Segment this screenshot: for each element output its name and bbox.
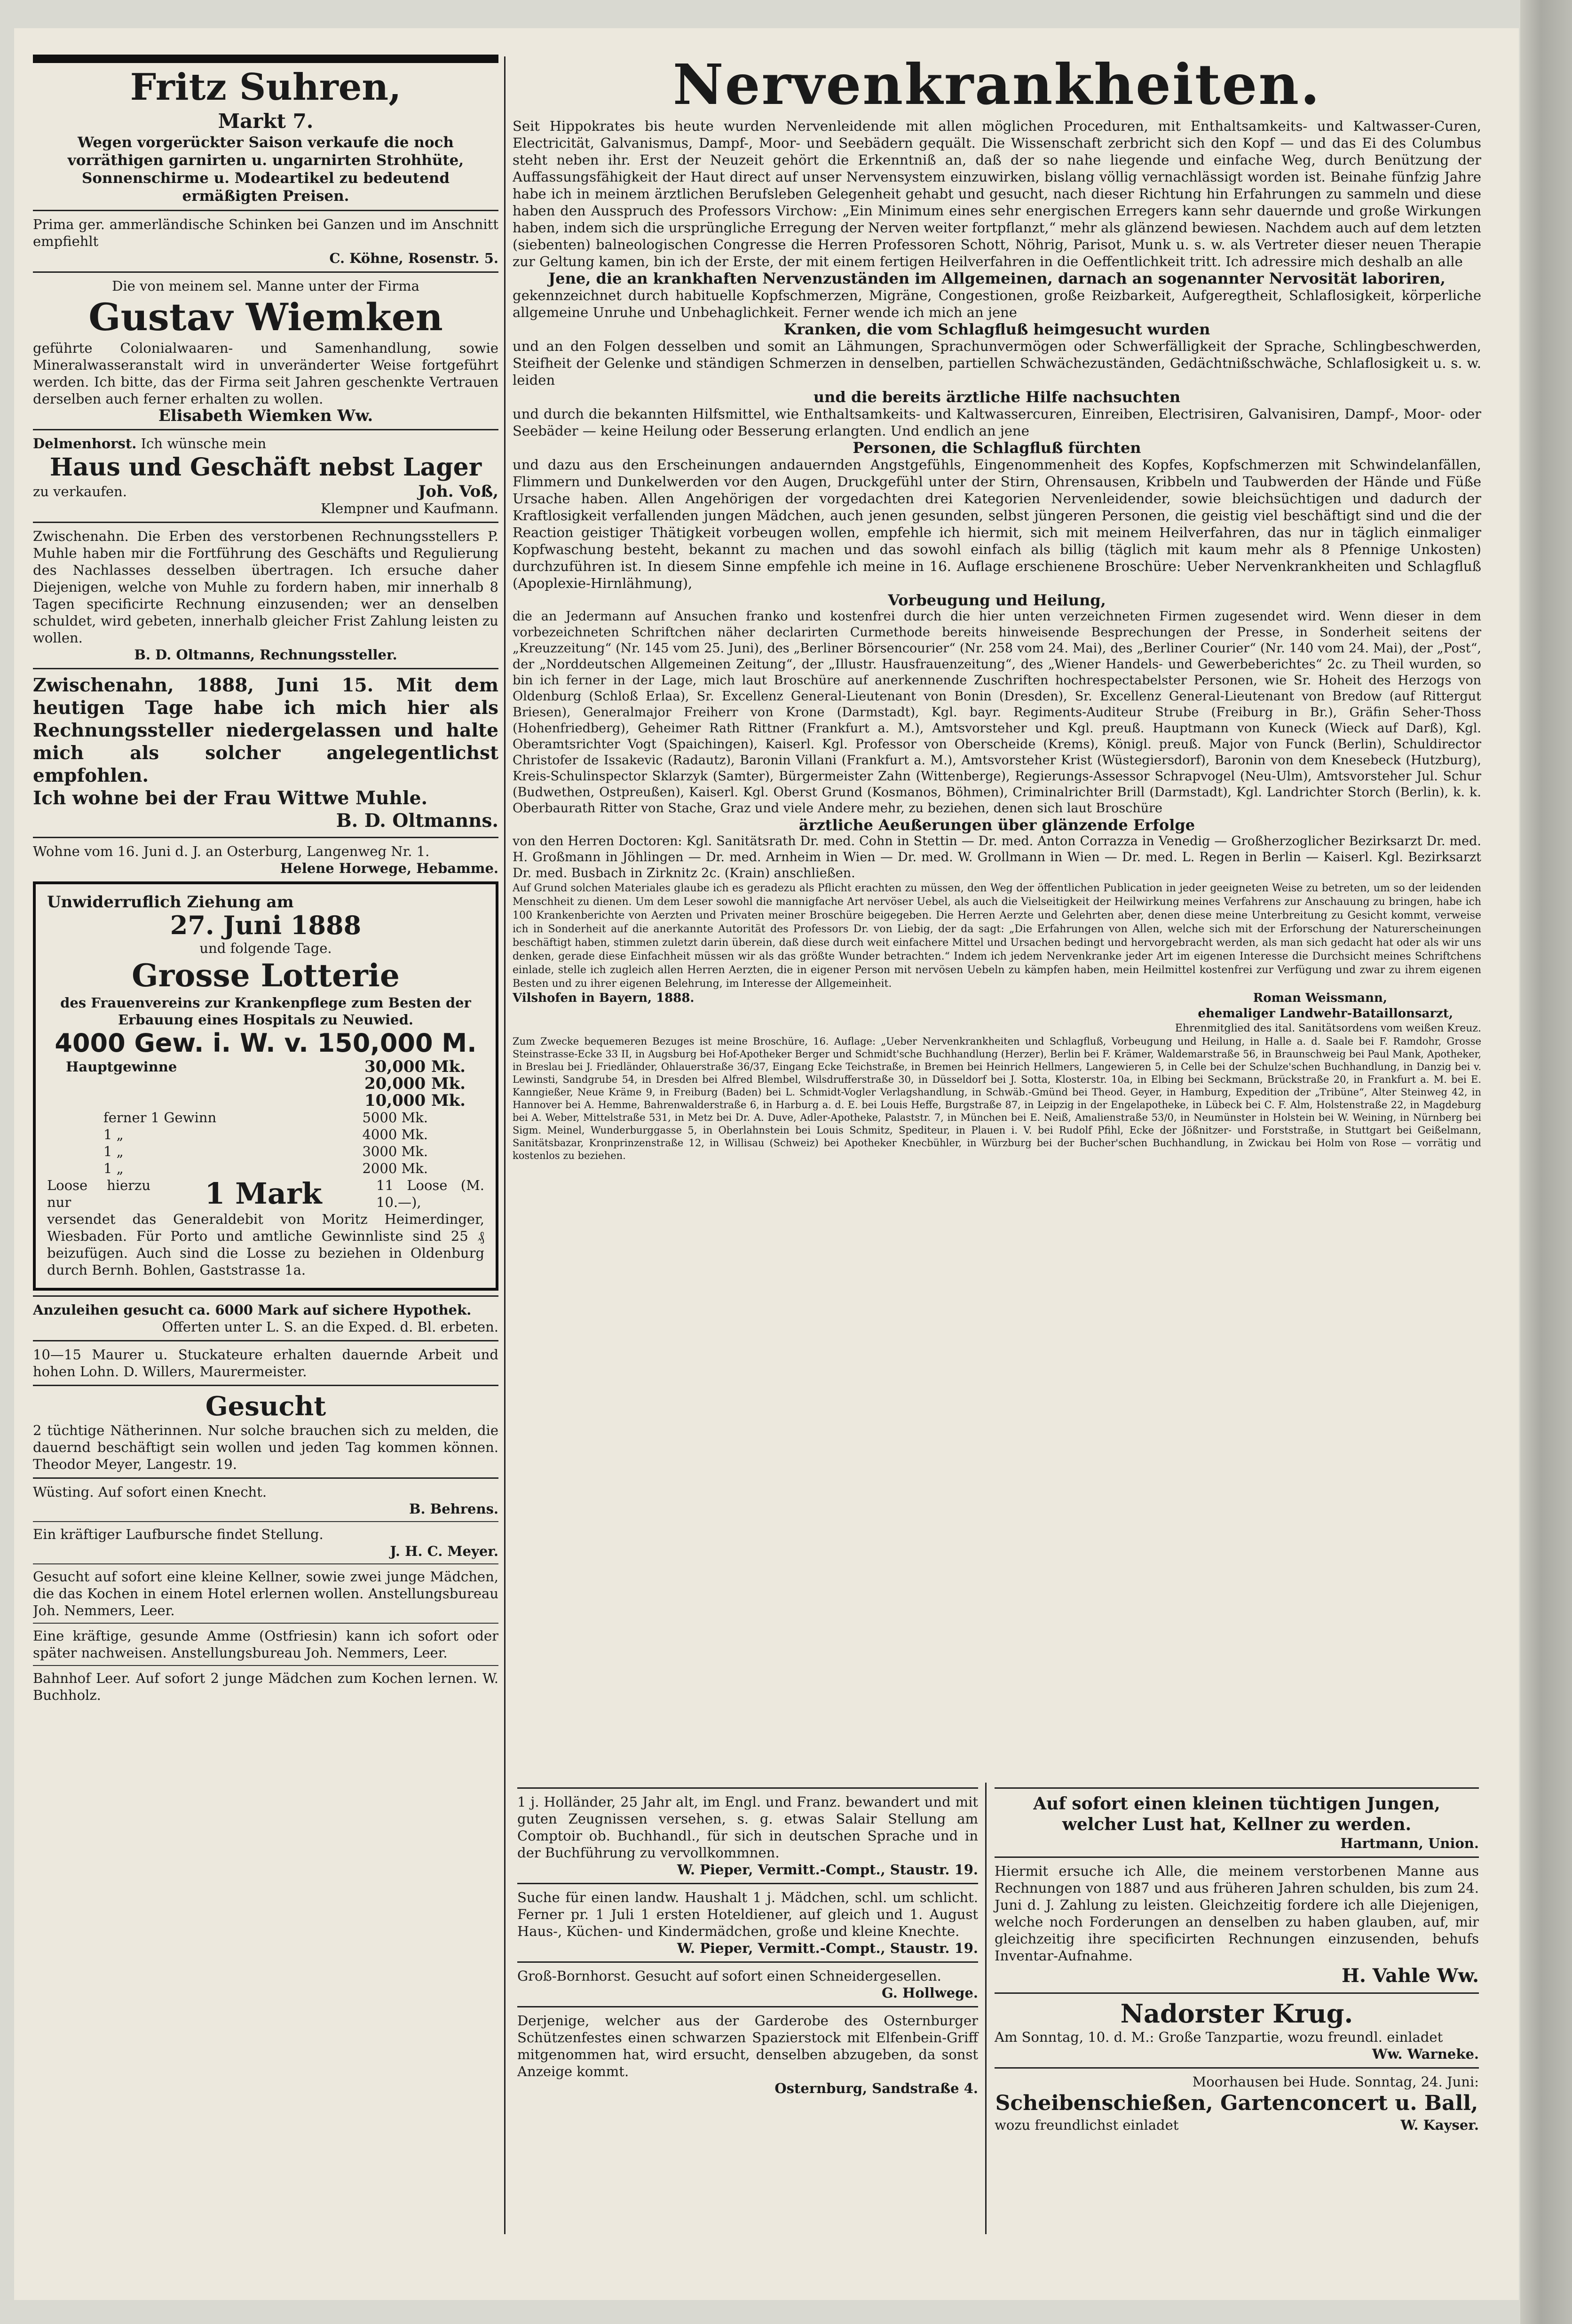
anleihe-sub: Offerten unter L. S. an die Exped. d. Bl. erbeten. bbox=[162, 1319, 498, 1335]
ad-schinken bbox=[33, 216, 498, 267]
nerven-sign-name: Roman Weissmann, bbox=[1253, 991, 1387, 1005]
prize-label: 1 „ bbox=[103, 1126, 124, 1142]
nerven-para-c: und durch die bekannten Hilfsmittel, wie Enthaltsamkeits- und Kaltwassercuren, Einreiben, Electrisiren, Galvanisiren, Dampf-, Moor- oder Seebäder — keine Heilung oder Besserung erlangten. Und endlich an jene bbox=[513, 406, 1481, 439]
ad-rule bbox=[33, 668, 498, 669]
ad-rule bbox=[517, 2006, 978, 2007]
ad-rule bbox=[33, 429, 498, 430]
lotterie-price-post: 11 Loose (M. 10.—), bbox=[376, 1177, 484, 1210]
wiemken-intro: Die von meinem sel. Manne unter der Firma bbox=[112, 278, 419, 294]
schinken-text: Prima ger. ammerländische Schinken bei Ganzen und im Anschnitt empfiehlt bbox=[33, 216, 498, 249]
hebamme-text: Wohne vom 16. Juni d. J. an Osterburg, Langenweg Nr. 1. bbox=[33, 843, 430, 859]
ad-rule bbox=[33, 1340, 498, 1341]
nerven-heading-d: Personen, die Schlagfluß fürchten bbox=[853, 439, 1141, 457]
muhle1-sign: B. D. Oltmanns, Rechnungssteller. bbox=[134, 647, 397, 663]
ad-rule bbox=[995, 2067, 1479, 2069]
nerven-para-e: die an Jedermann auf Ansuchen franko und kostenfrei durch die hier unten verzeichneten Firmen zugesendet wird. Wenn dieser in dem vorbezeichneten Schriftchen näher declarirten Curmethode bereits hinweisende Besprechungen der Presse, in Sonderheit seitens der „Kreuzzeitung“ (Nr. 145 vom 25. Juni), des „Berliner Börsencourier“ (Nr. 258 vom 24. Mai), des „Berliner Courier“ (Nr. 140 vom 24. Mai), der „Post“, der „Norddeutschen Allgemeinen Zeitung“, der „Illustr. Hausfrauenzeitung“, des „Wiener Handels- und Gewerbeberichtes“ 2c. zu Theil wurden, so bin ich ferner in der Lage, mich laut Broschüre auf anerkennende Zuschriften hochrespectabelster Personen, wie Sr. Hoheit des Herzogs von Oldenburg (Schloß Erlaa), Sr. Excellenz General-Lieutenant von Bonin (Dresden), Sr. Excellenz General-Lieutenant von Bredow (auf Rittergut Briesen), Generalmajor Freiherr von Krone (Darmstadt), Kgl. bayr. Regiments-Auditeur Strube (Freiburg in Br.), Gräfin Seher-Thoss (Hohenfriedberg), Geheimer Rath Rittner (Frankfurt a. M.), Amtsvorsteher und Kgl. preuß. Hauptmann von Kuneck (Wieck auf Darß), Kgl. Oberamtsrichter Vogt (Spaichingen), Kaiserl. Kgl. Professor von Oberscheide (Krems), Königl. preuß. Major von Funck (Berlin), Schuldirector Christofer de Issakevic (Radautz), Baronin Villani (Frankfurt a. M.), Amtsvorsteher Krist (Wüstegiersdorf), Baronin von dem Knesebeck (Hutzburg), Kreis-Schulinspector Sklarzyk (Samter), Bürgermeister Zahn (Wittenberge), Regierungs-Assessor Schrapvogel (Neu-Ulm), Amtsvorsteher Jul. Schur (Budwethen, Ostpreußen), Kaiserl. Kgl. Oberst Grund (Kosmanos, Böhmen), Criminalrichter Brill (Darmstadt), Kgl. Landrichter Storch (Berlin), k. k. Oberbaurath Ritter von Stache, Graz und viele Andere mehr, zu beziehen, denen sich laut Broschüre bbox=[513, 609, 1481, 816]
ad-anleihe bbox=[33, 1301, 498, 1335]
suhren-name: Fritz Suhren, bbox=[130, 66, 402, 109]
nadorst-title: Nadorster Krug. bbox=[1120, 1999, 1353, 2029]
prize-label: 1 „ bbox=[103, 1160, 124, 1176]
ad-rule bbox=[33, 1295, 498, 1297]
moor-title: Scheibenschießen, Gartenconcert u. Ball, bbox=[995, 2091, 1478, 2115]
ad-rule bbox=[33, 522, 498, 523]
knecht-sign: B. Behrens. bbox=[409, 1501, 498, 1517]
ad-laufbursche bbox=[33, 1526, 498, 1560]
voss-role: Klempner und Kaufmann. bbox=[321, 500, 498, 516]
vahle-sign: H. Vahle Ww. bbox=[1342, 1965, 1479, 1987]
prize-label: ferner 1 Gewinn bbox=[103, 1110, 217, 1126]
ad-amme: Eine kräftige, gesunde Amme (Ostfriesin) kann ich sofort oder später nachweisen. Anstellungsbureau Joh. Nemmers, Leer. bbox=[33, 1628, 498, 1661]
ad-garderobe: Derjenige, welcher aus der Garderobe des Osternburger Schützenfestes einen schwarzen Spazierstock mit Elfenbein-Griff mitgenommen hat, wird ersucht, denselben abzugeben, da sonst Anzeige kommt. bbox=[517, 2013, 978, 2079]
ad-rule bbox=[33, 1477, 498, 1479]
ad-hollaender: 1 j. Holländer, 25 Jahr alt, im Engl. und Franz. bewandert und mit guten Zeugnissen versehen, s. g. etwas Salair Stellung am Comptoir ob. Buchhandl., für sich in deutschen Sprache und in der Buchführung zu vervollkommnen. bbox=[517, 1794, 978, 1861]
ad-rule bbox=[33, 55, 498, 63]
ad-knecht bbox=[33, 1483, 498, 1517]
nerven-sign-title: ehemaliger Landwehr-Bataillonsarzt, bbox=[1198, 1007, 1453, 1021]
bottom-right-ads bbox=[995, 1783, 1479, 2134]
gesucht-text: 2 tüchtige Nätherinnen. Nur solche brauchen sich zu melden, die dauernd beschäftigt sein wollen und jeden Tag kommen können. Theodor Meyer, Langestr. 19. bbox=[33, 1422, 498, 1472]
lotterie-date: 27. Juni 1888 bbox=[170, 910, 362, 940]
ad-rule bbox=[33, 271, 498, 273]
voss-sign: Joh. Voß, bbox=[418, 482, 498, 501]
lotterie-further-row bbox=[103, 1109, 428, 1126]
laufbursche-sign: J. H. C. Meyer. bbox=[390, 1543, 498, 1559]
ad-rule bbox=[33, 210, 498, 211]
muhle1-text: Zwischenahn. Die Erben des verstorbenen Rechnungsstellers P. Muhle haben mir die Fortführung des Geschäfts und Regulierung des Nachlasses desselben übertragen. Ich ersuche daher Diejenigen, welche von Muhle zu fordern haben, mir innerhalb 8 Tagen specificirte Rechnung einzusenden; wer an denselben schuldet, wird gebeten, innerhalb gleicher Frist Zahlung leisten zu wollen. bbox=[33, 528, 498, 646]
voss-headline: Haus und Geschäft nebst Lager bbox=[49, 453, 482, 482]
voss-intro: Ich wünsche mein bbox=[141, 436, 267, 452]
ad-kellner: Gesucht auf sofort eine kleine Kellner, sowie zwei junge Mädchen, die das Kochen in einem Hotel erlernen wollen. Anstellungsbureau Joh. Nemmers, Leer. bbox=[33, 1569, 498, 1618]
suhren-text: Wegen vorgerückter Saison verkaufe die noch vorräthigen garnirten u. ungarnirten Strohhüte, Sonnenschirme u. Modeartikel zu bedeutend ermäßigten Preisen. bbox=[67, 134, 464, 205]
ad-schneider: Groß-Bornhorst. Gesucht auf sofort einen Schneidergesellen. bbox=[517, 1968, 941, 1984]
muhle2-sign: B. D. Oltmanns. bbox=[336, 810, 498, 832]
lotterie-price: 1 Mark bbox=[205, 1176, 322, 1211]
lotterie-text: versendet das Generaldebit von Moritz Heimerdinger, Wiesbaden. Für Porto und amtliche Gewinnliste sind 25 ₰ beizufügen. Auch sind die Losse zu beziehen in Oldenburg durch Bernh. Bohlen, Gaststrasse 1a. bbox=[47, 1211, 484, 1278]
moor-text: wozu freundlichst einladet bbox=[995, 2117, 1179, 2133]
ad-maurer: 10—15 Maurer u. Stuckateure erhalten dauernde Arbeit und hohen Lohn. D. Willers, Maurermeister. bbox=[33, 1347, 498, 1380]
lotterie-further-row bbox=[103, 1126, 428, 1143]
ad-nadorst: Am Sonntag, 10. d. M.: Große Tanzpartie, wozu freundl. einladet bbox=[995, 2029, 1443, 2045]
ad-rule bbox=[33, 1665, 498, 1666]
wiemken-sign: Elisabeth Wiemken Ww. bbox=[158, 406, 373, 425]
nerven-heading-a: Jene, die an krankhaften Nervenzuständen im Allgemeinen, darnach an sogenannter Nervosität laboriren, bbox=[548, 270, 1446, 287]
garderobe-sign: Osternburg, Sandstraße 4. bbox=[774, 2080, 978, 2096]
ad-haushalt: Suche für einen landw. Haushalt 1 j. Mädchen, schl. um schlicht. Ferner pr. 1 Juli 1 ersten Hoteldiener, auf gleich und 1. August Haus-, Küchen- und Kindermädchen, große und kleine Knechte. bbox=[517, 1889, 978, 1939]
ad-suhren bbox=[33, 66, 498, 205]
lotterie-main-prize: 10,000 Mk. bbox=[364, 1091, 466, 1110]
prize-label: 1 „ bbox=[103, 1143, 124, 1159]
muhle2-text: Zwischenahn, 1888, Juni 15. Mit dem heutigen Tage habe ich mich hier als Rechnungssteller niedergelassen und halte mich als solcher angelegentlichst empfohlen. bbox=[33, 674, 498, 786]
bottom-middle-ads bbox=[517, 1783, 978, 2097]
lotterie-line2: und folgende Tage. bbox=[199, 940, 332, 956]
wiemken-text: geführte Colonialwaaren- und Samenhandlung, sowie Mineralwasseranstalt wird in unveränderter Weise fortgeführt werden. Ich bitte, das der Firma seit Jahren geschenkte Vertrauen derselben auch ferner erhalten zu wollen. bbox=[33, 340, 498, 407]
ad-rule bbox=[33, 1623, 498, 1624]
prize-value: 5000 Mk. bbox=[362, 1110, 428, 1126]
ad-wiemken bbox=[33, 278, 498, 424]
schinken-sign: C. Köhne, Rosenstr. 5. bbox=[329, 250, 498, 266]
ad-rule bbox=[33, 1385, 498, 1386]
nerven-para-h: Zum Zwecke bequemeren Bezuges ist meine Broschüre, 16. Auflage: „Ueber Nervenkrankheiten und Schlagfluß, Vorbeugung und Heilung, in Halle a. d. Saale bei F. Ramdohr, Grosse Steinstrasse-Ecke 33 II, in Augsburg bei Hof-Apotheker Berger und Schmidt'sche Buchhandlung (Herzer), Berlin bei F. Krämer, Waldemarstraße 56, in Braunschweig bei Paul Mank, Apotheker, in Breslau bei J. Friedländer, Ohlauerstraße 36/37, Eingang Ecke Teichstraße, in Bremen bei Heinrich Hellmers, Langewieren 5, in Celle bei der Schulze'schen Buchhandlung, in Danzig bei v. Lewinsti, Sandgrube 54, in Dresden bei Alfred Blembel, Wilsdrufferstraße 30, in Düsseldorf bei J. Sotta, Klosterstr. 10a, in Elbing bei Seckmann, Brückstraße 20, in Frankfurt a. M. bei E. Kanngießer, Neue Kräme 9, in Freiburg (Baden) bei L. Schmidt-Vogler Verlagshandlung, in Schwäb.-Gmünd bei Theod. Geyer, in Hamburg, Expedition der „Tribüne“, Alter Steinweg 42, in Hannover bei A. Hemme, Bahrenwalderstraße 6, in Harburg a. d. E. bei Louis Heffe, Burgstraße 87, in Leipzig in der Engelapotheke, in Lübeck bei C. F. Alm, Holstenstraße 22, in Magdeburg bei A. Weber, Mittelstraße 531, in Metz bei Dr. A. Duve, Adler-Apotheke, Palaststr. 7, in München bei E. Neiß, Amalienstraße 53/0, in Neumünster in Holstein bei W. Weining, in Nürnberg bei Sigm. Meinel, Wunderburggasse 5, in Oberlahnstein bei Louis Schmitz, Spediteur, in Plauen i. V. bei Rudolf Pfihl, Ecke der Jößnitzer- und Forststraße, in Stuttgart bei Geißelmann, Sanitätsbazar, Kronprinzenstraße 12, in Willisau (Schweiz) bei Apotheker Knecbühler, in Würzburg bei der Bucher'schen Buchhandlung, in Zwickau bei Holm von Rose — vorrätig und kostenlos zu beziehen. bbox=[513, 1036, 1481, 1161]
suhren-address: Markt 7. bbox=[218, 110, 314, 133]
hollaender-sign: W. Pieper, Vermitt.-Compt., Staustr. 19. bbox=[677, 1862, 978, 1878]
nerven-para-a: gekennzeichnet durch habituelle Kopfschmerzen, Migräne, Congestionen, große Reizbarkeit, Aufgeregtheit, Schlaflosigkeit, körperliche allgemeine Unruhe und Unbehaglichkeit. Ferner wende ich mich an jene bbox=[513, 287, 1481, 320]
nerven-para-b: und an den Folgen desselben und somit an Lähmungen, Sprachunvermögen oder Schwerfälligkeit der Sprache, Schlingbeschwerden, Steifheit der Gelenke und ständigen Schmerzen in denselben, partiellen Schwächezuständen, Gedächtnißschwäche, Schlaflosigkeit u. s. w. leiden bbox=[513, 338, 1481, 388]
prize-value: 2000 Mk. bbox=[362, 1160, 428, 1176]
hebamme-sign: Helene Horwege, Hebamme. bbox=[280, 860, 498, 876]
left-column bbox=[33, 52, 498, 2239]
lotterie-main-prize: 30,000 Mk. bbox=[364, 1057, 466, 1076]
prize-value: 3000 Mk. bbox=[362, 1143, 428, 1159]
nerven-place: Vilshofen in Bayern, 1888. bbox=[513, 991, 695, 1005]
ad-rule bbox=[517, 1961, 978, 1963]
lotterie-price-pre: Loose hierzu nur bbox=[47, 1177, 150, 1210]
nerven-heading-b: Kranken, die vom Schlagfluß heimgesucht wurden bbox=[783, 320, 1210, 338]
lotterie-line1: Unwiderruflich Ziehung am bbox=[47, 893, 294, 912]
ad-lotterie bbox=[33, 881, 498, 1291]
ad-rule bbox=[33, 1521, 498, 1522]
nerven-intro: Seit Hippokrates bis heute wurden Nervenleidende mit allen möglichen Proceduren, mit Enthaltsamkeits- und Kaltwasser-Curen, Electricität, Galvanismus, Dampf-, Moor- und Seebädern gequält. Die Wissenschaft zerbricht sich den Kopf — und das Ei des Columbus steht neben ihr. Erst der Neuzeit gehört die Erkenntniß an, daß der so nahe liegende und einfache Weg, durch Benützung der Auffassungsfähigkeit der Haut direct auf unser Nervensystem einzuwirken, bislang völlig vernachlässigt worden ist. Beinahe fünfzig Jahre habe ich in meinem ärztlichen Berufsleben Gelegenheit gehabt und gesucht, nach dieser Richtung hin Erfahrungen zu sammeln und diese haben den Ausspruch des Professors Virchow: „Ein Minimum eines sehr energischen Erregers kann sehr dauernde und große Wirkungen haben, indem sich die ursprüngliche Erregung der Nerven weiter fortpflanzt,“ mehr als glänzend bewiesen. Nachdem auch auf dem letzten (siebenten) balneologischen Congresse die Herren Professoren Schott, Nöhrig, Parisot, Munk u. s. w. als Vertreter dieser neuen Therapie zur Geltung kamen, bin ich der Erste, der mit einem fertigen Heilverfahren in die Oeffentlichkeit tritt. Ich adressire mich deshalb an alle bbox=[513, 118, 1481, 270]
prize-value: 4000 Mk. bbox=[362, 1126, 428, 1142]
ad-rule bbox=[995, 1787, 1479, 1789]
voss-text: zu verkaufen. bbox=[33, 484, 127, 500]
haushalt-sign: W. Pieper, Vermitt.-Compt., Staustr. 19. bbox=[677, 1940, 978, 1956]
lotterie-title: Grosse Lotterie bbox=[132, 957, 400, 994]
ad-rule bbox=[33, 837, 498, 838]
ad-rule bbox=[995, 1856, 1479, 1858]
moor-intro: Moorhausen bei Hude. Sonntag, 24. Juni: bbox=[1192, 2074, 1479, 2090]
nerven-title: Nervenkrankheiten. bbox=[672, 52, 1321, 117]
ad-kellner-junge: Auf sofort einen kleinen tüchtigen Jungen, welcher Lust hat, Kellner zu werden. bbox=[1033, 1794, 1440, 1834]
lotterie-main-label: Hauptgewinne bbox=[66, 1059, 177, 1075]
nerven-sign-sub: Ehrenmitglied des ital. Sanitätsordens vom weißen Kreuz. bbox=[1175, 1023, 1481, 1034]
ad-muhle-1 bbox=[33, 528, 498, 663]
ad-vahle: Hiermit ersuche ich Alle, die meinem verstorbenen Manne aus Rechnungen von 1887 und aus früheren Jahren schulden, bis zum 24. Juni d. J. Zahlung zu leisten. Gleichzeitig fordere ich alle Diejenigen, welche noch Forderungen an denselben zu haben glauben, auf, mir gleichzeitig ihre specificirten Rechnungen einzusenden, behufs Inventar-Aufnahme. bbox=[995, 1863, 1479, 1964]
kellner-junge-sign: Hartmann, Union. bbox=[1340, 1835, 1479, 1851]
voss-place: Delmenhorst. bbox=[33, 436, 137, 452]
lotterie-further-row bbox=[103, 1143, 428, 1160]
nerven-heading-e: Vorbeugung und Heilung, bbox=[888, 591, 1106, 609]
lotterie-main-prize: 20,000 Mk. bbox=[364, 1074, 466, 1093]
knecht-text: Wüsting. Auf sofort einen Knecht. bbox=[33, 1484, 267, 1500]
ad-muhle-2 bbox=[33, 674, 498, 832]
gesucht-title: Gesucht bbox=[205, 1391, 326, 1422]
lotterie-total: 4000 Gew. i. W. v. 150,000 M. bbox=[55, 1028, 477, 1058]
ad-rule bbox=[33, 1563, 498, 1564]
lotterie-further-row bbox=[103, 1160, 428, 1177]
ad-gesucht bbox=[33, 1391, 498, 1473]
ad-hebamme bbox=[33, 843, 498, 877]
ad-bahnhof: Bahnhof Leer. Auf sofort 2 junge Mädchen zum Kochen lernen. W. Buchholz. bbox=[33, 1670, 498, 1703]
moor-sign: W. Kayser. bbox=[1400, 2117, 1479, 2133]
wiemken-name: Gustav Wiemken bbox=[88, 295, 443, 339]
ad-rule bbox=[517, 1787, 978, 1789]
anleihe-text: Anzuleihen gesucht ca. 6000 Mark auf sichere Hypothek. bbox=[33, 1302, 472, 1318]
nadorst-sign: Ww. Warneke. bbox=[1372, 2046, 1479, 2062]
nerven-para-f: von den Herren Doctoren: Kgl. Sanitätsrath Dr. med. Cohn in Stettin — Dr. med. Anton Corrazza in Venedig — Großherzoglicher Bezirksarzt Dr. med. H. Großmann in Jöhlingen — Dr. med. Arnheim in Wien — Dr. med. W. Grollmann in Wien — Dr. med. L. Regen in Berlin — Kaiserl. Kgl. Bezirksarzt Dr. med. Busbach in Zirknitz 2c. (Krain) anschließen. bbox=[513, 834, 1481, 880]
page-edge bbox=[1520, 0, 1572, 2324]
lotterie-desc: des Frauenvereins zur Krankenpflege zum Besten der Erbauung eines Hospitals zu Neuwied. bbox=[60, 995, 471, 1028]
ad-voss bbox=[33, 435, 498, 517]
ad-rule bbox=[995, 1992, 1479, 1994]
ad-rule bbox=[517, 1883, 978, 1884]
nerven-para-g: Auf Grund solchen Materiales glaube ich es geradezu als Pflicht erachten zu müssen, den Weg der öffentlichen Publication in jeder geeigneten Weise zu betreten, um so der leidenden Menschheit zu dienen. Um dem Leser sowohl die mannigfache Art nervöser Uebel, als auch die Vielseitigkeit der Heilwirkung meines Verfahrens zur Anschauung zu bringen, habe ich 100 Krankenberichte von Aerzten und Privaten meiner Broschüre beigegeben. Die Herren Aerzte und Gelehrten aber, denen diese meine Unterbreitung zu Gesicht kommt, verweise ich in Sonderheit auf die anerkannte Autorität des Professors Dr. von Liebig, der da sagt: „Die Erfahrungen von Allen, welche sich mit der Erforschung der Naturerscheinungen beschäftigt haben, stimmen zuletzt darin überein, daß diese durch weit einfachere Mittel und Ursachen bedingt und hervorgebracht werden, als man sich gedacht hat oder als wir uns denken, gerade diese Einfachheit müssen wir als das größte Wunder betrachten.“ Indem ich jedem Nervenkranke jeder Art im eigenen Interesse die Durchsicht meines Schriftchens einlade, stelle ich zugleich allen Herren Aerzten, die in eigener Person mit nervösen Uebeln zu kämpfen haben, mein Heilmittel kostenfrei zur Verfügung und zwar zu ihrem eigenen Besten und zu ihrer eigenen Belehrung, im Interesse der Allgemeinheit. bbox=[513, 882, 1481, 990]
laufbursche-text: Ein kräftiger Laufbursche findet Stellung. bbox=[33, 1526, 324, 1542]
nerven-heading-f: ärztliche Aeußerungen über glänzende Erfolge bbox=[798, 816, 1195, 834]
nerven-para-d: und dazu aus den Erscheinungen andauernden Angstgefühls, Eingenommenheit des Kopfes, Kopfschmerzen mit Schwindelanfällen, Flimmern und Dunkelwerden vor den Augen, Druckgefühl unter der Stirn, Ohrensausen, Kribbeln und Taubwerden der Hände und Füße Ursache haben. Allen Angehörigen der vorgedachten drei Kategorien Nervenleidender, sowie bleichsüchtigen und dadurch der Kraftlosigkeit verfallenden jungen Mädchen, auch jenen gesunden, selbst jüngeren Personen, die geistig viel beschäftigt sind und die der Reaction geistiger Thätigkeit vorbeugen wollen, empfehle ich hiermit, sich mit meinem Heilverfahren, das nur in täglich einmaliger Kopfwaschung besteht, bekannt zu machen und das sowohl einfach als billig (täglich mit kaum mehr als 8 Pfennige Unkosten) durchzuführen ist. In diesem Sinne empfehle ich meine in 16. Auflage erschienene Broschüre: Ueber Nervenkrankheiten und Schlagfluß (Apoplexie-Hirnlähmung), bbox=[513, 457, 1481, 591]
column-rule bbox=[504, 56, 506, 2234]
schneider-sign: G. Hollwege. bbox=[882, 1985, 978, 2001]
muhle2-line: Ich wohne bei der Frau Wittwe Muhle. bbox=[33, 787, 428, 809]
nerven-heading-c: und die bereits ärztliche Hilfe nachsuchten bbox=[813, 388, 1181, 406]
